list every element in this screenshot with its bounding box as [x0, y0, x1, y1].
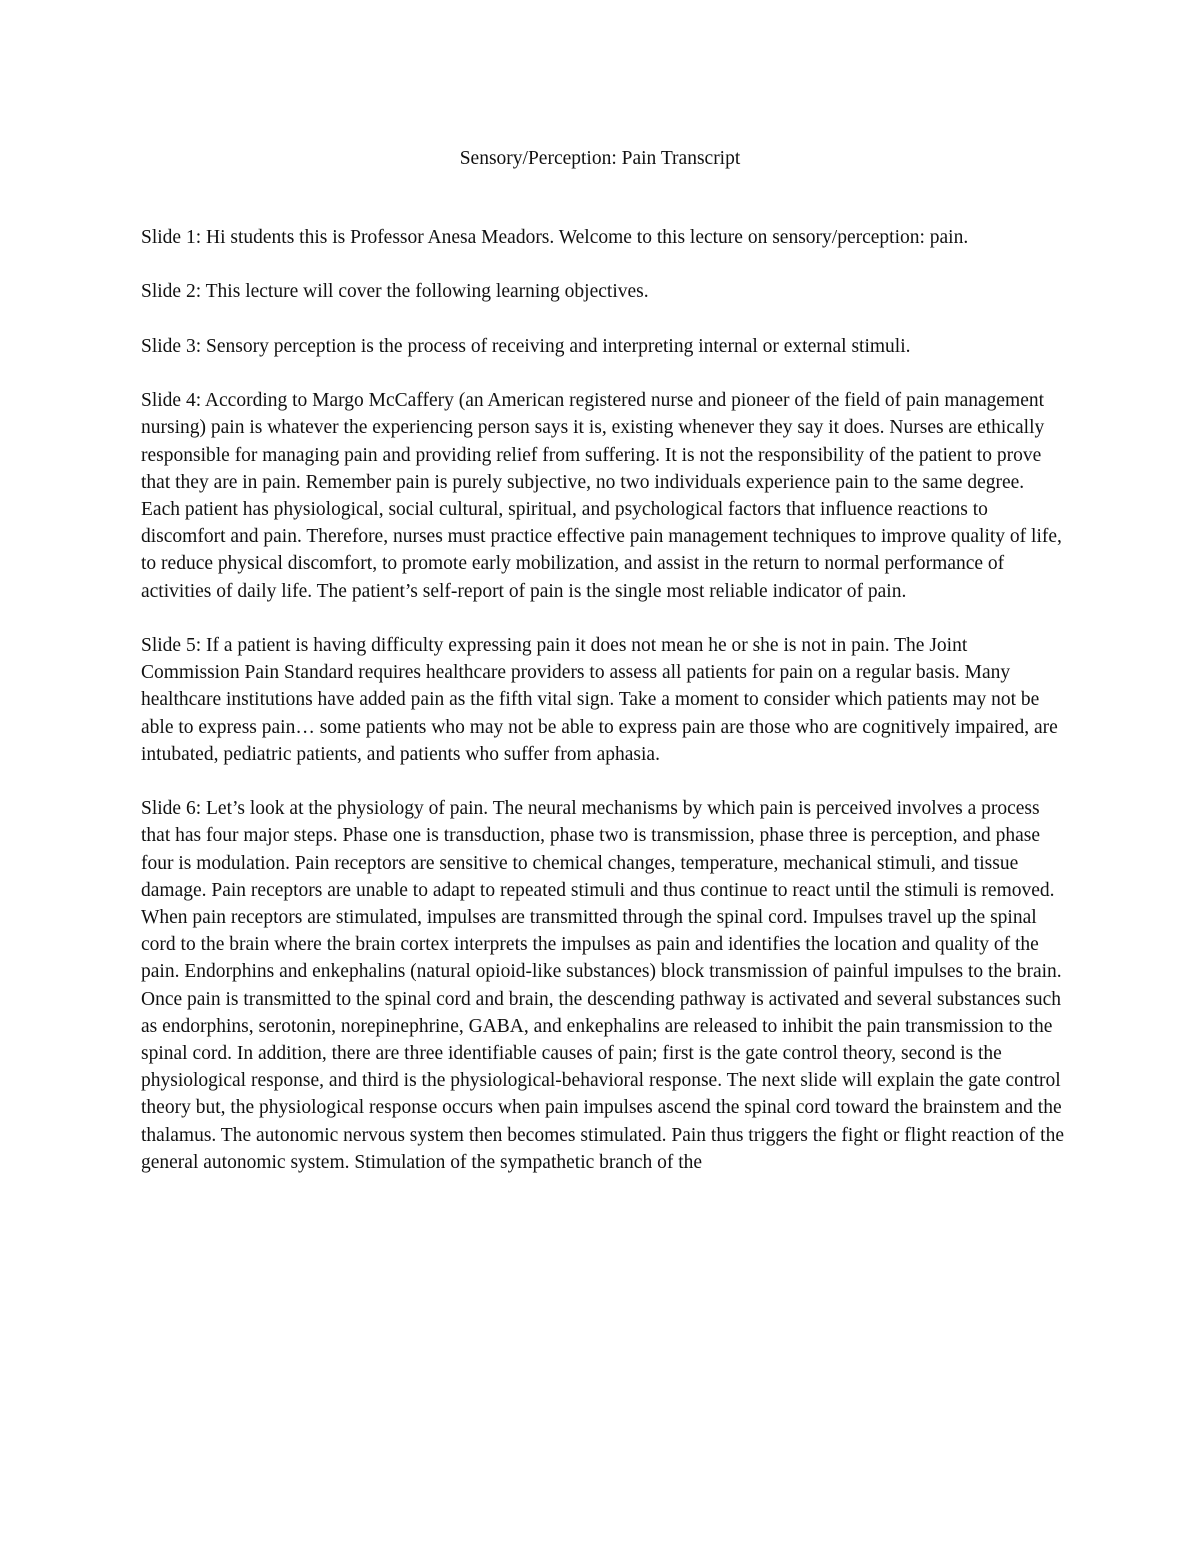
paragraph-slide-4: Slide 4: According to Margo McCaffery (an American registered nurse and pioneer of the field of pain management nursing) pain is whatever the experiencing person says it is, existing whenever they say it does. Nurses are ethically responsible for managing pain and providing relief from suffering. It is not the responsibility of the patient to prove that they are in pain. Remember pain is purely subjective, no two individuals experience pain to the same degree. Each patient has physiological, social cultural, spiritual, and psychological factors that influence reactions to discomfort and pain. Therefore, nurses must practice effective pain management techniques to improve quality of life, to reduce physical discomfort, to promote early mobilization, and assist in the return to normal performance of activities of daily life. The patient’s self-report of pain is the single most reliable indicator of pain.	[141, 390, 1062, 602]
paragraph-slide-3: Slide 3: Sensory perception is the process of receiving and interpreting internal or external stimuli.	[141, 335, 911, 357]
paragraph-slide-6: Slide 6: Let’s look at the physiology of pain. The neural mechanisms by which pain is perceived involves a process that has four major steps. Phase one is transduction, phase two is transmission, phase three is perception, and phase four is modulation. Pain receptors are sensitive to chemical changes, temperature, mechanical stimuli, and tissue damage. Pain receptors are unable to adapt to repeated stimuli and thus continue to react until the stimuli is removed. When pain receptors are stimulated, impulses are transmitted through the spinal cord. Impulses travel up the spinal cord to the brain where the brain cortex interprets the impulses as pain and identifies the location and quality of the pain. Endorphins and enkephalins (natural opioid-like substances) block transmission of painful impulses to the brain. Once pain is transmitted to the spinal cord and brain, the descending pathway is activated and several substances such as endorphins, serotonin, norepinephrine, GABA, and enkephalins are released to inhibit the pain transmission to the spinal cord. In addition, there are three identifiable causes of pain; first is the gate control theory, second is the physiological response, and third is the physiological-behavioral response. The next slide will explain the gate control theory but, the physiological response occurs when pain impulses ascend the spinal cord toward the brainstem and the thalamus. The autonomic nervous system then becomes stimulated. Pain thus triggers the fight or flight reaction of the general autonomic system. Stimulation of the sympathetic branch of the	[141, 798, 1064, 1173]
paragraph-slide-1: Slide 1: Hi students this is Professor Anesa Meadors. Welcome to this lecture on sensory/perception: pain.	[141, 227, 969, 248]
paragraph-slide-5: Slide 5: If a patient is having difficulty expressing pain it does not mean he or she is not in pain. The Joint Commission Pain Standard requires healthcare providers to assess all patients for pain on a regular basis. Many healthcare institutions have added pain as the fifth vital sign. Take a moment to consider which patients may not be able to express pain… some patients who may not be able to express pain are those who are cognitively impaired, are intubated, pediatric patients, and patients who suffer from aphasia.	[141, 634, 1058, 765]
document-title: Sensory/Perception: Pain Transcript	[459, 148, 741, 169]
paragraph-slide-2: Slide 2: This lecture will cover the following learning objectives.	[141, 281, 649, 303]
document-body	[141, 224, 1066, 1176]
